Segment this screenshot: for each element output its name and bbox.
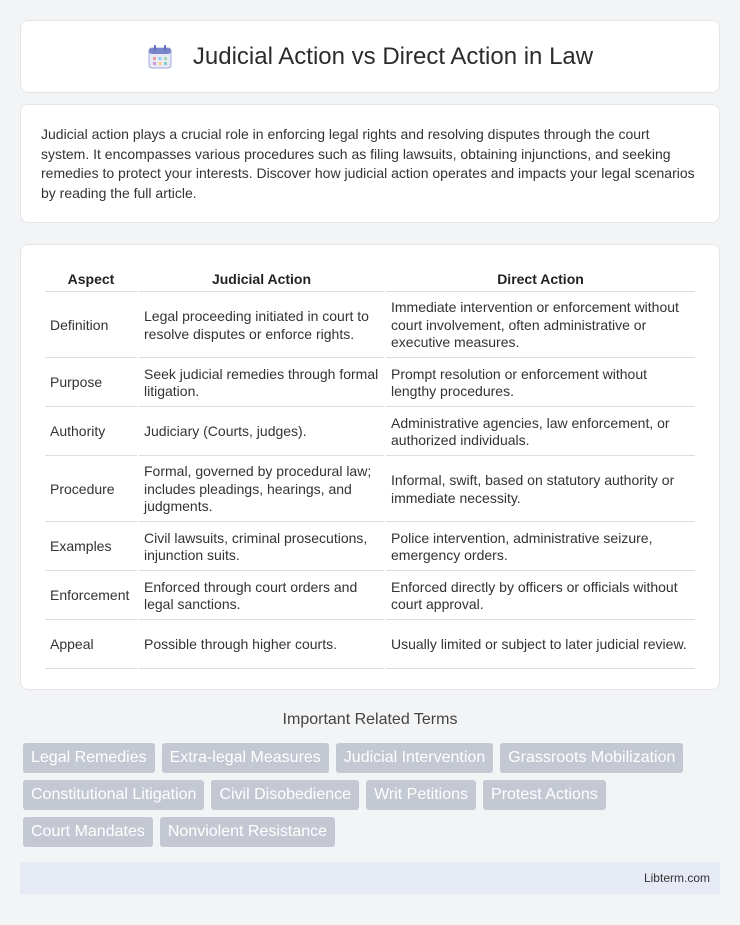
cell-judicial: Enforced through court orders and legal sanctions. [139, 573, 384, 620]
cell-judicial: Judiciary (Courts, judges). [139, 409, 384, 456]
cell-direct: Informal, swift, based on statutory authority or immediate necessity. [386, 458, 695, 522]
cell-aspect: Authority [45, 409, 137, 456]
cell-direct: Police intervention, administrative seizure, emergency orders. [386, 524, 695, 571]
cell-aspect: Examples [45, 524, 137, 571]
cell-aspect: Appeal [45, 622, 137, 669]
comparison-card [20, 244, 720, 690]
cell-aspect: Procedure [45, 458, 137, 522]
calendar-icon [147, 44, 173, 70]
footer-site-link[interactable]: Libterm.com [643, 871, 710, 885]
intro-text: Judicial action plays a crucial role in enforcing legal rights and resolving disputes through the court system. It encompasses various procedures such as filing lawsuits, obtaining injunctions, and seeking remedies to protect your interests. Discover how judicial action operates and impacts your legal scenarios by reading the full article. [41, 126, 695, 201]
tag-judicial-intervention[interactable]: Judicial Intervention [336, 743, 493, 773]
cell-direct: Enforced directly by officers or officials without court approval. [386, 573, 695, 620]
cell-judicial: Legal proceeding initiated in court to resolve disputes or enforce rights. [139, 294, 384, 358]
page-title: Judicial Action vs Direct Action in Law [192, 42, 594, 70]
intro-card [20, 104, 720, 223]
cell-aspect: Definition [45, 294, 137, 358]
header-direct-action: Direct Action [386, 267, 695, 292]
table-header-row [45, 267, 695, 292]
tag-civil-disobedience[interactable]: Civil Disobedience [211, 780, 359, 810]
cell-direct: Immediate intervention or enforcement without court involvement, often administrative or executive measures. [386, 294, 695, 358]
cell-aspect: Purpose [45, 360, 137, 407]
tag-extra-legal-measures[interactable]: Extra-legal Measures [162, 743, 329, 773]
cell-judicial: Possible through higher courts. [139, 622, 384, 669]
table-row [45, 622, 695, 669]
tag-court-mandates[interactable]: Court Mandates [23, 817, 153, 847]
footer [20, 862, 720, 894]
tag-nonviolent-resistance[interactable]: Nonviolent Resistance [160, 817, 335, 847]
comparison-table [43, 265, 697, 671]
cell-judicial: Seek judicial remedies through formal litigation. [139, 360, 384, 407]
cell-aspect: Enforcement [45, 573, 137, 620]
cell-direct: Administrative agencies, law enforcement, or authorized individuals. [386, 409, 695, 456]
table-row [45, 524, 695, 571]
tag-protest-actions[interactable]: Protest Actions [483, 780, 606, 810]
tag-legal-remedies[interactable]: Legal Remedies [23, 743, 155, 773]
tag-writ-petitions[interactable]: Writ Petitions [366, 780, 476, 810]
table-row [45, 409, 695, 456]
cell-judicial: Formal, governed by procedural law; includes pleadings, hearings, and judgments. [139, 458, 384, 522]
related-terms-list [23, 743, 723, 847]
cell-direct: Usually limited or subject to later judicial review. [386, 622, 695, 669]
table-row [45, 360, 695, 407]
tag-constitutional-litigation[interactable]: Constitutional Litigation [23, 780, 204, 810]
cell-direct: Prompt resolution or enforcement without lengthy procedures. [386, 360, 695, 407]
tag-grassroots-mobilization[interactable]: Grassroots Mobilization [500, 743, 683, 773]
header-judicial-action: Judicial Action [139, 267, 384, 292]
table-row [45, 458, 695, 522]
cell-judicial: Civil lawsuits, criminal prosecutions, injunction suits. [139, 524, 384, 571]
table-row [45, 573, 695, 620]
header-card [20, 20, 720, 93]
header-aspect: Aspect [45, 267, 137, 292]
related-terms-title: Important Related Terms [282, 711, 458, 728]
table-row [45, 294, 695, 358]
